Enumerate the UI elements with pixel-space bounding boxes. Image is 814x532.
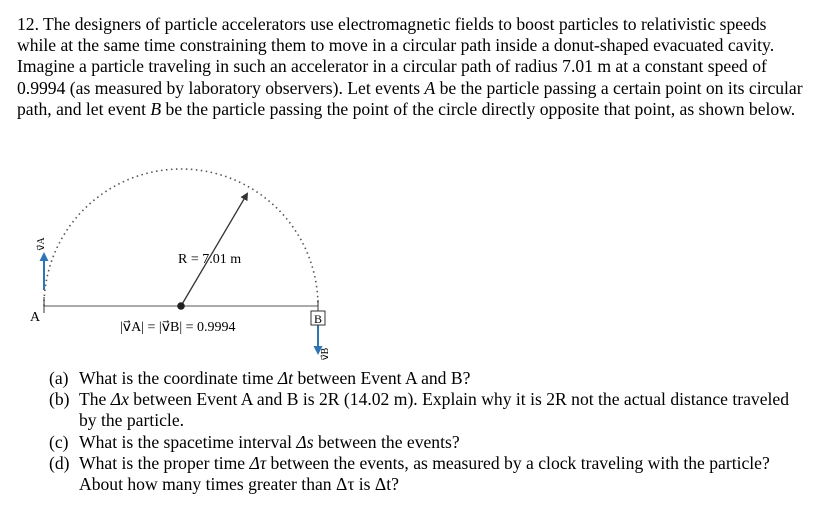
question-text-pre: What is the spacetime interval [79,431,297,452]
problem-text-1: The designers of particle accelerators use electromagnetic fields to boost particles to relativistic speeds while at the same time constraining them to move in a circular path inside a donut-shaped evacuated cavity. Imagine a particle traveling in such an accelerator in a circular path of radius 7.01 m at a constant speed of 0.9994 (as measured by laboratory observers). Let events [17,14,775,98]
question-symbol: Δx [110,389,129,410]
speed-label: |v⃗A| = |v⃗B| = 0.9994 [120,320,236,335]
question-list [49,368,809,495]
question-text-post: between the events, as measured by a clock traveling with the particle? About how many times greater than Δτ is Δt? [79,452,770,495]
question-text-post: between the events? [313,431,460,452]
radius-label: R = 7.01 m [178,252,242,267]
question-text-pre: What is the proper time [79,452,250,473]
question-text-post: between Event A and B? [293,368,471,388]
question-label: (c) [49,431,69,452]
problem-text-3: be the particle passing the point of the circle directly opposite that point, as shown below. [161,98,796,119]
circular-path-arc [44,169,318,306]
problem-text-2: be the particle passing a certain point on its circular path, and let event [17,77,803,119]
question-label: (d) [49,452,70,473]
point-b-label: B [313,312,323,326]
question-text [79,432,809,453]
question-c [49,432,809,453]
question-label: (b) [49,389,70,410]
question-text [79,368,809,389]
problem-number: 12. [17,14,39,34]
question-symbol: Δs [296,431,314,452]
question-text-pre: What is the coordinate time [79,368,278,388]
vector-b-label: v⃗B [320,347,331,361]
question-text [79,389,809,431]
point-a-label: A [30,310,41,325]
question-b [49,389,809,431]
question-text-pre: The [79,389,111,410]
question-label: (a) [49,368,69,388]
question-d [49,453,809,495]
event-b-symbol: B [150,98,162,119]
question-symbol: Δt [277,368,294,388]
event-a-symbol: A [424,77,436,98]
vector-a-label: v⃗A [36,237,47,251]
question-symbol: Δτ [249,452,267,473]
center-point [177,302,185,310]
question-text [79,453,809,495]
radius-arrow [181,194,247,306]
question-a [49,368,809,389]
question-text-post: between Event A and B is 2R (14.02 m). Explain why it is 2R not the actual distance traveled by the particle. [79,389,790,431]
